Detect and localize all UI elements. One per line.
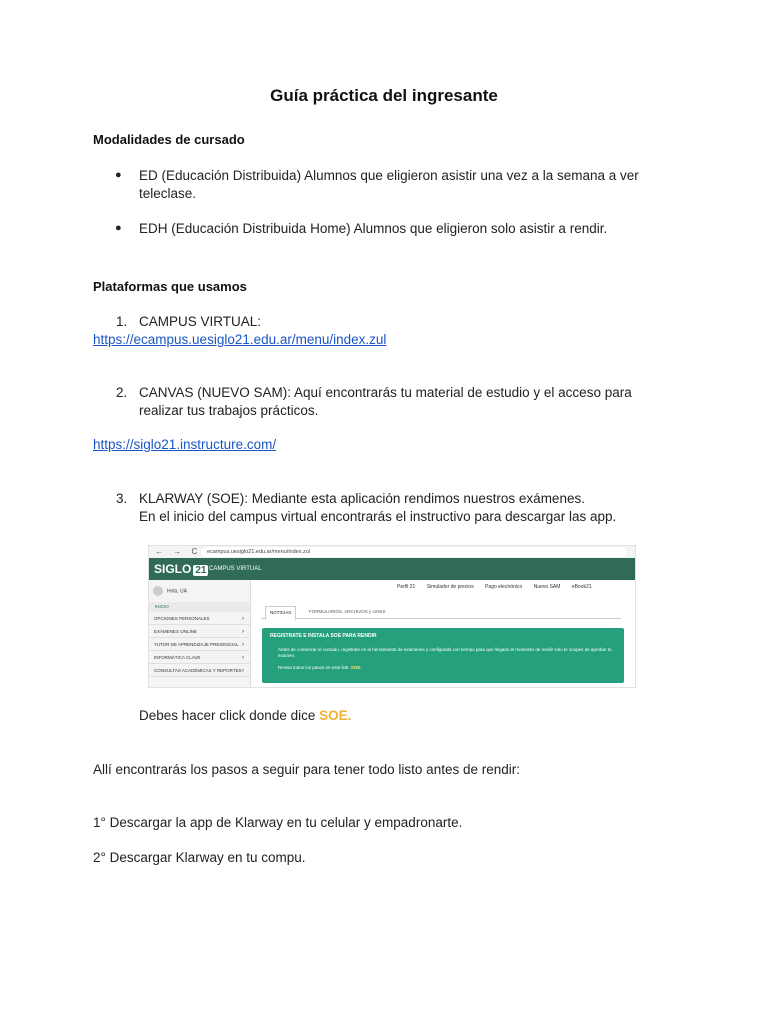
logo-text: SIGLO <box>154 562 192 576</box>
sidebar-item: TUTOR DE APRENDIZAJE PRESENCIAL › <box>149 639 250 651</box>
list-item-klarway <box>139 490 699 526</box>
campus-header <box>149 558 635 580</box>
list-item-ed <box>139 167 699 203</box>
canvas-link[interactable]: https://siglo21.instructure.com/ <box>93 437 277 452</box>
click-instruction <box>139 707 351 725</box>
notice-link-line <box>278 665 362 670</box>
bullet-marker: ● <box>115 169 122 181</box>
top-link: Nuevo SAM <box>533 584 561 590</box>
notice-link-text: Revisa todos los pasos en este link: <box>278 665 351 670</box>
tab-formularios: FORMULARIOS, ARCHIVOS y LINKS <box>309 609 386 614</box>
tab-noticias: NOTICIAS <box>265 606 296 620</box>
soe-highlight: SOE. <box>319 708 352 723</box>
campus-link[interactable]: https://ecampus.uesiglo21.edu.ar/menu/index.zul <box>93 332 387 347</box>
step-1: 1° Descargar la app de Klarway en tu celular y empadronarte. <box>93 815 463 830</box>
list-item-text: KLARWAY (SOE): Mediante esta aplicación rendimos nuestros exámenes. <box>139 491 585 506</box>
top-link: Pago electrónico <box>485 584 523 590</box>
list-number: 3. <box>116 491 128 506</box>
top-links <box>397 584 633 590</box>
list-item-text: ED (Educación Distribuida) Alumnos que eligieron asistir una vez a la semana a ver <box>139 168 639 183</box>
soe-notice <box>262 628 624 683</box>
sidebar-item-inicio: INICIO <box>149 602 250 612</box>
sidebar-item: EXÁMENES ONLINE › <box>149 626 250 638</box>
list-item-campus: CAMPUS VIRTUAL: <box>139 314 262 329</box>
campus-sidebar <box>149 580 251 687</box>
section-heading-modalidades: Modalidades de cursado <box>93 132 245 147</box>
list-number: 1. <box>116 314 128 329</box>
step-2: 2° Descargar Klarway en tu compu. <box>93 850 306 865</box>
top-link: Simulador de precios <box>426 584 474 590</box>
sidebar-item: INFORMÁTICA CLAVE › <box>149 652 250 664</box>
list-item-canvas <box>139 384 699 420</box>
avatar <box>153 586 163 596</box>
list-item-text: teleclase. <box>139 186 197 201</box>
top-link: eBook21 <box>571 584 592 590</box>
list-item-edh: EDH (Educación Distribuida Home) Alumnos que eligieron solo asistir a rendir. <box>139 221 608 236</box>
browser-nav-icons: ← → C <box>155 547 202 556</box>
sidebar-item: CONSULTAS ACADÉMICAS Y REPORTES › <box>149 665 250 677</box>
click-instruction-text: Debes hacer click donde dice <box>139 708 320 723</box>
browser-url: ecampus.uesiglo21.edu.ar/menu/index.zul <box>201 547 627 557</box>
siglo21-logo <box>154 562 208 576</box>
notice-body: Antes de comenzar el cursado, registrate en la herramienta de exámenes y configúrala con tiempo para que llegado el momento de rendir solo te ocupes de aprobar tu examen. <box>278 647 612 658</box>
notice-soe-link: SOE. <box>350 665 362 670</box>
sidebar-item: OPCIONES PERSONALES › <box>149 613 250 625</box>
list-item-text: En el inicio del campus virtual encontrarás el instructivo para descargar las app. <box>139 509 617 524</box>
top-link: Perfil 21 <box>397 584 416 590</box>
notice-title: REGISTRATE E INSTALA SOE PARA RENDIR <box>270 633 377 639</box>
steps-intro: Allí encontrarás los pasos a seguir para tener todo listo antes de rendir: <box>93 762 520 777</box>
campus-subtitle: CAMPUS VIRTUAL <box>209 566 262 572</box>
list-item-text: realizar tus trabajos prácticos. <box>139 403 319 418</box>
logo-number: 21 <box>195 565 207 576</box>
user-name: Hola, UA <box>167 588 188 595</box>
user-info <box>153 586 248 600</box>
page-title: Guía práctica del ingresante <box>270 86 498 105</box>
list-number: 2. <box>116 385 128 400</box>
section-heading-plataformas: Plataformas que usamos <box>93 279 247 294</box>
campus-tabs <box>261 604 621 619</box>
list-item-text: CANVAS (NUEVO SAM): Aquí encontrarás tu material de estudio y el acceso para <box>139 385 632 400</box>
campus-screenshot <box>148 545 636 688</box>
bullet-marker: ● <box>115 222 122 234</box>
